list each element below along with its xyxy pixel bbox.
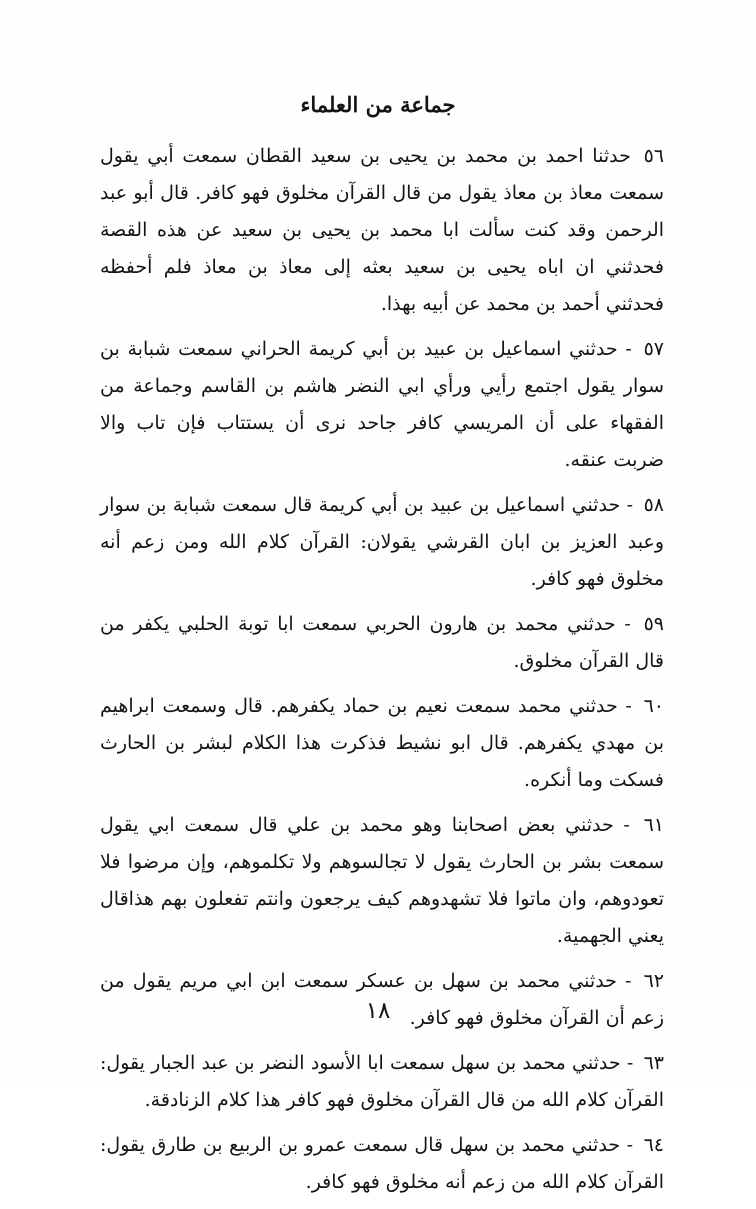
page-body xyxy=(100,138,664,1209)
paragraph-60 xyxy=(100,688,664,799)
paragraph-number: ٥٩ xyxy=(643,613,664,635)
paragraph-text: - حدثني محمد بن سهل قال سمعت عمرو بن الربيع بن طارق يقول: القرآن كلام الله من زعم أنه مخلوق فهو كافر. xyxy=(100,1134,664,1193)
paragraph-text: - حدثني محمد سمعت نعيم بن حماد يكفرهم. قال وسمعت ابراهيم بن مهدي يكفرهم. قال ابو نشيط فذكرت هذا الكلام لبشر بن الحارث فسكت وما أنكره. xyxy=(100,695,664,791)
paragraph-number: ٥٧ xyxy=(643,338,664,360)
paragraph-61 xyxy=(100,807,664,955)
paragraph-text: - حدثني محمد بن سهل بن عسكر سمعت ابن ابي مريم يقول من زعم أن القرآن مخلوق فهو كافر. xyxy=(100,970,664,1029)
paragraph-number: ٦٠ xyxy=(643,695,664,717)
paragraph-text: - حدثني بعض اصحابنا وهو محمد بن علي قال سمعت ابي يقول سمعت بشر بن الحارث يقول لا تجالسوهم ولا تكلموهم، وإن مرضوا فلا تعودوهم، وان ماتوا فلا تشهدوهم كيف يرجعون وانتم تفعلون بهم هذاقال يعني الجهمية. xyxy=(100,814,664,947)
paragraph-58 xyxy=(100,487,664,598)
page-title: جماعة من العلماء xyxy=(300,92,456,117)
paragraph-text: حدثنا احمد بن محمد بن يحيى بن سعيد القطان سمعت أبي يقول سمعت معاذ بن معاذ يقول من قال القرآن مخلوق فهو كافر. قال أبو عبد الرحمن وقد كنت سألت ابا محمد بن يحيى بن سعيد عن هذه القصة فحدثني ان اباه يحيى بن سعيد بعثه إلى معاذ بن معاذ فلم أحفظه فحدثني أحمد بن محمد عن أبيه بهذا. xyxy=(100,145,664,315)
paragraph-number: ٦٤ xyxy=(643,1134,664,1156)
paragraph-56 xyxy=(100,138,664,323)
paragraph-number: ٥٨ xyxy=(643,494,664,516)
page-number: ١٨ xyxy=(365,998,391,1024)
paragraph-64 xyxy=(100,1127,664,1201)
paragraph-text: - حدثني محمد بن سهل سمعت ابا الأسود النضر بن عبد الجبار يقول: القرآن كلام الله من قال القرآن مخلوق فهو كافر هذا كلام الزنادقة. xyxy=(100,1052,664,1111)
paragraph-number: ٦٣ xyxy=(643,1052,664,1074)
paragraph-57 xyxy=(100,331,664,479)
paragraph-number: ٦١ xyxy=(643,814,664,836)
paragraph-text: - حدثني محمد بن هارون الحربي سمعت ابا توبة الحلبي يكفر من قال القرآن مخلوق. xyxy=(100,613,664,672)
paragraph-text: - حدثني اسماعيل بن عبيد بن أبي كريمة الحراني سمعت شبابة بن سوار يقول اجتمع رأيي ورأي ابي النضر هاشم بن القاسم وجماعة من الفقهاء على أن المريسي كافر جاحد نرى أن يستتاب فإن تاب والا ضربت عنقه. xyxy=(100,338,664,471)
paragraph-number: ٦٢ xyxy=(643,970,664,992)
paragraph-59 xyxy=(100,606,664,680)
paragraph-63 xyxy=(100,1045,664,1119)
paragraph-number: ٥٦ xyxy=(643,145,665,167)
paragraph-text: - حدثني اسماعيل بن عبيد بن أبي كريمة قال سمعت شبابة بن سوار وعبد العزيز بن ابان القرشي يقولان: القرآن كلام الله ومن زعم أنه مخلوق فهو كافر. xyxy=(100,494,664,590)
